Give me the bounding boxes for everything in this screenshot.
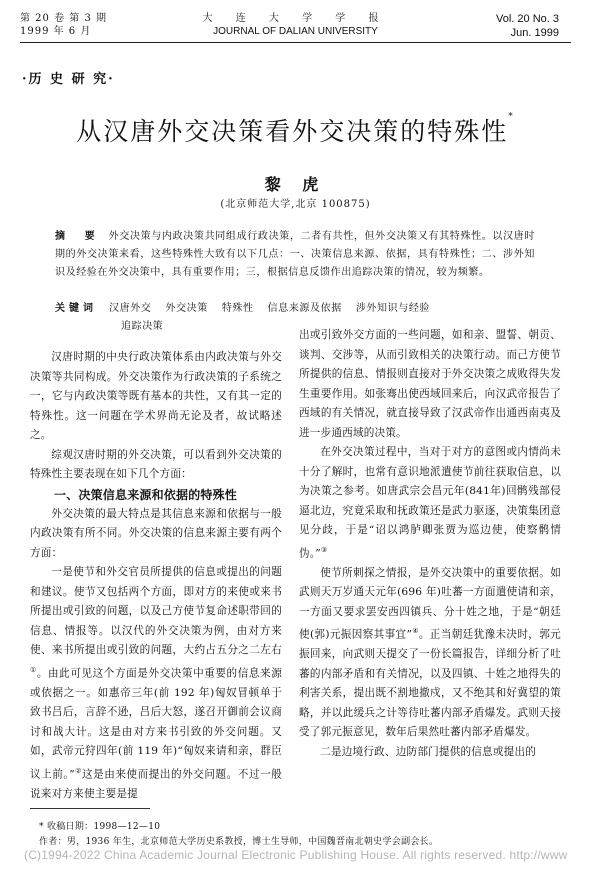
paragraph-text: 。由此可见这个方面是外交决策中重要的信息来源或依据之一。如惠帝三年(前 192 年)匈奴冒顿单于致书吕后，言辞不逊，吕后大怒，遂召开御前会议商讨和战大计。这是由对方来书引致的外交问题。又如，武帝元狩四年(前 119 年)“匈奴来请和亲，群臣议上前。” (30, 667, 282, 781)
copyright-watermark: (C)1994-2022 China Academic Journal Electronic Publishing House. All rights reserved. http://www (24, 848, 568, 862)
paragraph-text: 。正当朝廷犹豫未决时，郭元振回来，向武则天提交了一份长篇报告，详细分析了吐蕃的内部矛盾和有关情况，以及四镇、十姓之地得失的利害关系，提出既不割地撤戍，又不绝其和好冀望的策略，并以此缓兵之计等待吐蕃内部矛盾爆发。武则天接受了郭元振意见，数年后果然吐蕃内部矛盾爆发。 (299, 628, 561, 739)
paragraph-text: 在外交决策过程中，当对于对方的意图或内情尚未十分了解时，也常有意识地派遣使节前往获取信息，以为决策之参考。如唐武宗会昌元年(841年)回鹘残部侵逼北边，究竟采取和抚政策还是武力驱逐，决策集团意见分歧，于是“诏以鸿胪卿张贾为巡边使，使察鹘情伪。” (299, 446, 561, 560)
date-en: Jun. 1999 (510, 27, 559, 39)
paragraph-text: 一是使节和外交官员所提供的信息或提出的问题和建议。使节又包括两个方面，即对方的来使或来书所提出或引致的问题，以及己方使节复命述职带回的信息、情报等。以汉代的外交决策为例，由对方来使、来书所提出或引致的问题，大约占五分之二左右 (30, 566, 282, 656)
section-heading: 一、决策信息来源和依据的特殊性 (54, 487, 238, 502)
body-right-column (299, 326, 561, 762)
abstract-label: 摘 要 (55, 231, 103, 242)
paragraph-text: 使节所刺探之情报，是外交决策中的重要依据。如武则天万岁通天元年(696 年)吐蕃一方面遣使请和亲，一方面又要求罢安西四镇兵、分十姓之地，于是“朝廷使(郭)元振因察其事宜” (299, 566, 561, 641)
paragraph: 综观汉唐时期的外交决策，可以看到外交决策的特殊性主要表现在如下几个方面： (30, 448, 282, 480)
footnote-received: * 收稿日期：1998—12—10 (39, 822, 161, 832)
header-volume-en (496, 12, 559, 40)
paragraph (299, 443, 561, 564)
journal-name-cn: 大 连 大 学 学 报 (202, 13, 389, 24)
paragraph (30, 563, 282, 804)
keyword: 外交决策 (165, 303, 208, 314)
footnote-ref: ④ (412, 627, 419, 636)
header-volume-cn (20, 12, 107, 38)
footnote-ref: ③ (320, 545, 328, 554)
article-title-text: 从汉唐外交决策看外交决策的特殊性 (76, 117, 509, 146)
paragraph: 二是边境行政、边防部门提供的信息或提出的 (320, 745, 537, 758)
author-affiliation: (北京师范大学,北京 100875) (220, 199, 371, 210)
footnote-ref: ① (30, 665, 37, 674)
paragraph: 汉唐时期的中央行政决策体系由内政决策与外交决策等共同构成。外交决策作为行政决策的子系统之一，它与内政决策等既有基本的共性，又有其一定的特殊性。这一问题在学术界尚无论及者，故试略述之。 (30, 351, 282, 441)
title-footnote-mark: * (508, 112, 515, 122)
author-name: 黎 虎 (264, 175, 327, 194)
journal-name-en: JOURNAL OF DALIAN UNIVERSITY (213, 26, 378, 37)
keywords-label: 关键词 (55, 303, 97, 314)
article-title (0, 112, 591, 148)
body-left-column (30, 348, 282, 804)
paragraph: 外交决策的最大特点是其信息来源和依据与一般内政决策有所不同。外交决策的信息来源主要有两个方面： (30, 507, 282, 559)
abstract-text: 外交决策与内政决策共同组成行政决策，二者有共性，但外交决策又有其特殊性。以汉唐时期的外交决策来看，这些特殊性大致有以下几点：一、决策信息来源、依据，具有特殊性；二、涉外知识及经验在外交决策中，具有重要作用；三，根据信息反馈作出追踪决策的情况，较为频繁。 (55, 231, 536, 278)
paragraph (299, 564, 561, 743)
volume-cn: 第 20 卷 第 3 期 (20, 13, 107, 24)
header-journal (190, 12, 401, 38)
paragraph: 出或引致外交方面的一些问题，如和亲、盟誓、朝贡、谈判、交涉等，从而引致相关的决策行动。而己方使节所提供的信息、情报则直接对于外交决策之成败得失发生重要作用。如张骞出使西域回来后，向汉武帝报告了西域的有关情况，就直接导致了汉武帝作出通西南夷及进一步通西域的决策。 (299, 329, 561, 439)
keyword: 追踪决策 (121, 321, 164, 332)
section-tag: ·历 史 研 究· (22, 72, 115, 87)
header-rule (20, 42, 571, 43)
keyword: 信息来源及依据 (267, 303, 342, 314)
paragraph-text: 这是由来使而提出的外交问题。不过一般说来对方来使主要是提 (30, 768, 282, 800)
abstract (55, 228, 535, 282)
volume-en: Vol. 20 No. 3 (496, 13, 559, 25)
footnote-author: 作者：男，1936 年生，北京师范大学历史系教授，博士生导师，中国魏晋南北朝史学会副会长。 (39, 837, 439, 847)
keyword: 特殊性 (221, 303, 254, 314)
keyword: 涉外知识与经验 (355, 303, 431, 314)
footnote-rule (30, 808, 150, 809)
keyword: 汉唐外交 (109, 303, 152, 314)
footnotes (30, 820, 570, 850)
date-cn: 1999 年 6 月 (20, 26, 92, 37)
footnote-ref: ② (74, 766, 82, 775)
